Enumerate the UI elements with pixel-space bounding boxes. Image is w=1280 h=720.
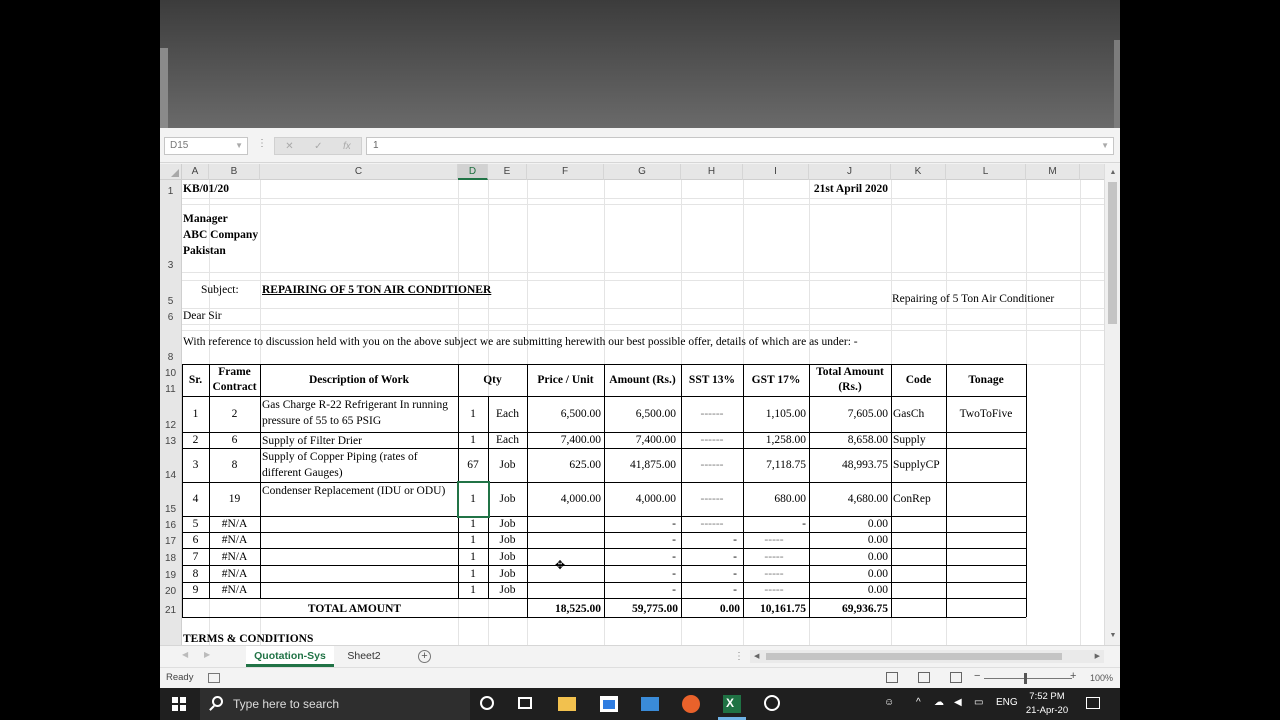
row-amount: - — [672, 568, 676, 580]
scroll-thumb[interactable] — [1108, 182, 1117, 324]
row-header[interactable]: 16 — [164, 520, 177, 531]
row-header[interactable]: 5 — [167, 296, 174, 307]
file-explorer-icon[interactable] — [558, 697, 576, 711]
row-frame-contract: 8 — [231, 459, 238, 471]
more-tabs-icon[interactable]: ⋮ — [734, 651, 744, 662]
row-total: 48,993.75 — [842, 459, 888, 471]
total-grand: 69,936.75 — [842, 603, 888, 615]
store-icon[interactable] — [600, 696, 618, 712]
more-options-icon[interactable]: ⋮ — [257, 138, 267, 149]
row-qty: 1 — [470, 584, 476, 596]
row-amount: 7,400.00 — [635, 434, 676, 446]
row-code: GasCh — [893, 408, 925, 420]
side-note: Repairing of 5 Ton Air Conditioner — [892, 293, 1055, 305]
row-sr: 4 — [192, 493, 199, 505]
row-gst: ----- — [764, 568, 784, 580]
column-header[interactable]: C — [260, 164, 458, 180]
row-header[interactable]: 18 — [164, 553, 177, 564]
row-qty: 1 — [470, 408, 476, 420]
row-total: 0.00 — [867, 568, 888, 580]
search-icon — [212, 696, 223, 707]
row-sr: 1 — [192, 408, 199, 420]
header-qty: Qty — [483, 373, 502, 386]
row-header[interactable]: 17 — [164, 536, 177, 547]
gridline — [182, 204, 1104, 205]
excel-window — [160, 128, 1120, 688]
normal-view-icon[interactable] — [886, 672, 898, 683]
row-description: Supply of Filter Drier — [262, 435, 362, 447]
terms-heading: TERMS & CONDITIONS — [183, 633, 314, 645]
row-qty: 67 — [467, 459, 479, 471]
gridline — [182, 198, 1104, 199]
row-sr: 9 — [192, 584, 199, 596]
subject-text: REPAIRING OF 5 TON AIR CONDITIONER — [262, 284, 492, 296]
row-amount: - — [672, 518, 676, 530]
row-header[interactable]: 3 — [167, 260, 174, 271]
letter-date: 21st April 2020 — [813, 183, 888, 195]
table-border — [260, 364, 261, 598]
scroll-right-icon[interactable]: ▶ — [1094, 653, 1100, 660]
row-description: Condenser Replacement (IDU or ODU) — [262, 485, 446, 497]
column-header[interactable]: A — [182, 164, 209, 180]
row-total: 8,658.00 — [847, 434, 888, 446]
row-sr: 5 — [192, 518, 199, 530]
row-qty: 1 — [470, 493, 476, 505]
row-header[interactable]: 13 — [164, 436, 177, 447]
row-gst: ----- — [764, 551, 784, 563]
row-header[interactable]: 19 — [164, 570, 177, 581]
row-headers — [160, 180, 182, 645]
row-sr: 6 — [192, 534, 199, 546]
row-header[interactable]: 14 — [164, 470, 177, 481]
column-header[interactable]: F — [527, 164, 604, 180]
row-unit: Each — [496, 434, 519, 446]
zoom-level[interactable]: 100% — [1090, 673, 1114, 683]
chevron-up-icon[interactable]: ^ — [916, 697, 921, 708]
row-total: 4,680.00 — [847, 493, 888, 505]
row-frame-contract: #N/A — [221, 551, 248, 563]
row-gst: 680.00 — [774, 493, 806, 505]
formula-bar — [160, 128, 1120, 163]
mouse-cursor-icon: ✥ — [555, 558, 566, 572]
total-price: 18,525.00 — [555, 603, 601, 615]
row-sst: ------ — [700, 434, 724, 446]
row-unit: Job — [499, 534, 516, 546]
row-amount: 6,500.00 — [635, 408, 676, 420]
row-header[interactable] — [160, 318, 181, 330]
header-description: Description of Work — [308, 373, 410, 386]
tab-quotation-sys[interactable]: Quotation-Sys — [246, 646, 334, 667]
zoom-out-icon[interactable]: − — [974, 670, 981, 682]
row-header[interactable]: 11 — [165, 384, 176, 395]
table-border — [527, 364, 528, 617]
tab-next-icon[interactable]: ▶ — [204, 650, 211, 659]
column-header[interactable]: M — [1026, 164, 1080, 180]
status-bar — [160, 667, 1120, 688]
row-header[interactable]: 8 — [167, 352, 174, 363]
row-frame-contract: 19 — [228, 493, 241, 505]
row-sr: 2 — [192, 434, 199, 446]
sheet-tab-bar — [160, 645, 1120, 667]
scroll-up-icon[interactable]: ▲ — [1109, 169, 1117, 176]
blurred-background — [160, 0, 1120, 128]
total-amount: 59,775.00 — [632, 603, 678, 615]
row-unit: Job — [499, 459, 516, 471]
column-header[interactable]: K — [891, 164, 946, 180]
page-break-preview-icon[interactable] — [950, 672, 962, 683]
row-amount: - — [672, 534, 676, 546]
column-header[interactable]: I — [743, 164, 809, 180]
column-header[interactable]: G — [604, 164, 681, 180]
cortana-icon[interactable] — [480, 696, 494, 710]
excel-taskbar-icon[interactable]: X — [723, 695, 741, 713]
select-all-button[interactable] — [160, 164, 182, 180]
table-border — [946, 364, 947, 617]
row-unit: Job — [499, 568, 516, 580]
row-sr: 7 — [192, 551, 199, 563]
task-view-icon[interactable] — [518, 697, 532, 709]
formula-input[interactable]: 1 ▼ — [366, 137, 1114, 155]
language-indicator[interactable]: ENG — [996, 697, 1018, 708]
scroll-left-icon[interactable]: ◀ — [754, 653, 760, 660]
chevron-down-icon[interactable]: ▼ — [235, 141, 243, 150]
row-total: 7,605.00 — [847, 408, 888, 420]
row-gst: - — [802, 518, 806, 530]
row-unit: Job — [499, 518, 516, 530]
column-header[interactable]: B — [209, 164, 260, 180]
row-header[interactable]: 15 — [164, 504, 177, 515]
header-sr: Sr. — [188, 373, 203, 386]
header-amount: Amount (Rs.) — [609, 373, 676, 386]
notifications-icon[interactable] — [1086, 697, 1100, 709]
table-border — [1026, 364, 1027, 617]
header-price-unit: Price / Unit — [537, 373, 594, 386]
subject-label: Subject: — [201, 284, 239, 296]
row-price: 625.00 — [569, 459, 601, 471]
row-unit: Job — [499, 584, 516, 596]
status-text: Ready — [166, 672, 194, 683]
gridline — [182, 324, 1104, 325]
row-sst: ------ — [700, 518, 724, 530]
row-header[interactable]: 1 — [167, 186, 174, 197]
row-gst: 1,105.00 — [765, 408, 806, 420]
row-total: 0.00 — [867, 534, 888, 546]
recipient-title: Manager — [183, 213, 228, 225]
header-sst: SST 13% — [688, 373, 736, 386]
row-description: Supply of Copper Piping (rates of different Gauges) — [262, 451, 418, 479]
row-amount: 4,000.00 — [635, 493, 676, 505]
row-sr: 8 — [192, 568, 199, 580]
row-code: Supply — [893, 434, 926, 446]
row-unit: Each — [496, 408, 519, 420]
column-header[interactable]: D — [458, 164, 488, 180]
row-frame-contract: #N/A — [221, 584, 248, 596]
row-sst: - — [733, 534, 737, 546]
recipient-company: ABC Company — [183, 229, 259, 241]
row-total: 0.00 — [867, 518, 888, 530]
row-qty: 1 — [470, 568, 476, 580]
onedrive-icon[interactable]: ☁ — [934, 697, 944, 708]
add-sheet-icon[interactable]: + — [418, 650, 431, 663]
row-header[interactable]: 20 — [164, 586, 177, 597]
row-header[interactable]: 12 — [164, 420, 177, 431]
gridline — [182, 272, 1104, 273]
scroll-down-icon[interactable]: ▼ — [1109, 632, 1117, 639]
header-code: Code — [905, 373, 932, 386]
enter-icon[interactable]: ✓ — [314, 140, 323, 152]
row-total: 0.00 — [867, 551, 888, 563]
column-headers — [182, 164, 1104, 180]
people-icon[interactable]: ☺ — [884, 697, 895, 708]
row-sst: - — [733, 584, 737, 596]
column-header[interactable]: L — [946, 164, 1026, 180]
header-total-amount: Total Amount (Rs.) — [816, 366, 884, 393]
windows-start-icon[interactable] — [172, 697, 186, 711]
row-gst: ----- — [764, 584, 784, 596]
mail-icon[interactable] — [641, 697, 659, 711]
row-code: ConRep — [893, 493, 931, 505]
zoom-slider[interactable] — [984, 678, 1072, 679]
row-sst: ------ — [700, 493, 724, 505]
row-frame-contract: #N/A — [221, 534, 248, 546]
windows-taskbar — [160, 688, 1120, 720]
selected-cell-d15[interactable] — [457, 481, 490, 518]
table-border — [891, 364, 892, 617]
row-frame-contract: 2 — [231, 408, 238, 420]
row-price: 7,400.00 — [560, 434, 601, 446]
firefox-icon[interactable] — [682, 695, 700, 713]
horizontal-scrollbar[interactable] — [750, 650, 1104, 663]
network-icon[interactable]: ▭ — [974, 697, 984, 708]
row-amount: 41,875.00 — [630, 459, 676, 471]
salutation: Dear Sir — [183, 310, 222, 322]
total-label: TOTAL AMOUNT — [307, 603, 402, 615]
worksheet — [160, 164, 1104, 645]
row-header[interactable]: 21 — [164, 605, 177, 616]
column-header[interactable]: J — [809, 164, 891, 180]
header-tonage: Tonage — [968, 373, 1004, 386]
row-sst: - — [733, 568, 737, 580]
gridline — [182, 308, 1104, 309]
row-frame-contract: #N/A — [221, 568, 248, 580]
gridline — [182, 330, 1104, 331]
hscroll-thumb[interactable] — [766, 653, 1062, 660]
row-price: 6,500.00 — [560, 408, 601, 420]
taskbar-search-box[interactable]: Type here to search — [200, 688, 470, 720]
total-gst: 10,161.75 — [760, 603, 806, 615]
row-total: 0.00 — [867, 584, 888, 596]
column-header[interactable]: E — [488, 164, 527, 180]
row-sst: - — [733, 551, 737, 563]
cell-grid[interactable] — [182, 180, 1104, 645]
name-box[interactable]: D15 ▼ — [164, 137, 248, 155]
clock-app-icon[interactable] — [764, 695, 780, 711]
row-qty: 1 — [470, 551, 476, 563]
row-sst: ------ — [700, 459, 724, 471]
tab-prev-icon[interactable]: ◀ — [182, 650, 189, 659]
vertical-scrollbar[interactable] — [1104, 164, 1120, 645]
expand-formula-icon[interactable]: ▼ — [1101, 141, 1109, 150]
row-header[interactable] — [160, 192, 181, 204]
tab-sheet2[interactable]: Sheet2 — [347, 650, 381, 662]
macro-recording-icon[interactable] — [208, 673, 220, 683]
recipient-country: Pakistan — [183, 245, 226, 257]
row-description: Gas Charge R-22 Refrigerant In running pressure of 55 to 65 PSIG — [262, 399, 448, 427]
row-unit: Job — [499, 493, 516, 505]
header-gst: GST 17% — [751, 373, 801, 386]
row-gst: 7,118.75 — [766, 459, 806, 471]
page-layout-icon[interactable] — [918, 672, 930, 683]
intro-paragraph: With reference to discussion held with you on the above subject we are submitting herewith our best possible offer, details of which are as under: - — [183, 336, 858, 348]
row-qty: 1 — [470, 518, 476, 530]
row-header[interactable]: 10 — [164, 368, 177, 379]
taskbar-clock[interactable]: 7:52 PM 21-Apr-20 — [1025, 691, 1069, 716]
gridline — [1080, 180, 1081, 645]
insert-function-button[interactable]: fx — [342, 140, 351, 152]
gridline — [182, 280, 1104, 281]
row-sst: ------ — [700, 408, 724, 420]
column-header[interactable]: H — [681, 164, 743, 180]
row-frame-contract: #N/A — [221, 518, 248, 530]
row-sr: 3 — [192, 459, 199, 471]
header-frame-contract: Frame Contract — [212, 366, 257, 393]
zoom-in-icon[interactable]: + — [1070, 670, 1077, 682]
row-price: 4,000.00 — [560, 493, 601, 505]
row-unit: Job — [499, 551, 516, 563]
row-code: SupplyCP — [893, 459, 940, 471]
row-amount: - — [672, 584, 676, 596]
cancel-icon[interactable]: ✕ — [285, 140, 294, 152]
table-border — [182, 617, 1026, 618]
total-sst: 0.00 — [719, 603, 740, 615]
row-qty: 1 — [470, 534, 476, 546]
row-qty: 1 — [470, 434, 476, 446]
formula-buttons — [274, 137, 362, 155]
row-header[interactable] — [160, 268, 181, 280]
row-amount: - — [672, 551, 676, 563]
row-header[interactable]: 6 — [167, 312, 174, 323]
volume-icon[interactable]: ◀ — [954, 697, 962, 708]
row-gst: ----- — [764, 534, 784, 546]
row-gst: 1,258.00 — [765, 434, 806, 446]
reference-number: KB/01/20 — [183, 183, 230, 195]
row-frame-contract: 6 — [231, 434, 238, 446]
row-tonage: TwoToFive — [959, 408, 1013, 420]
